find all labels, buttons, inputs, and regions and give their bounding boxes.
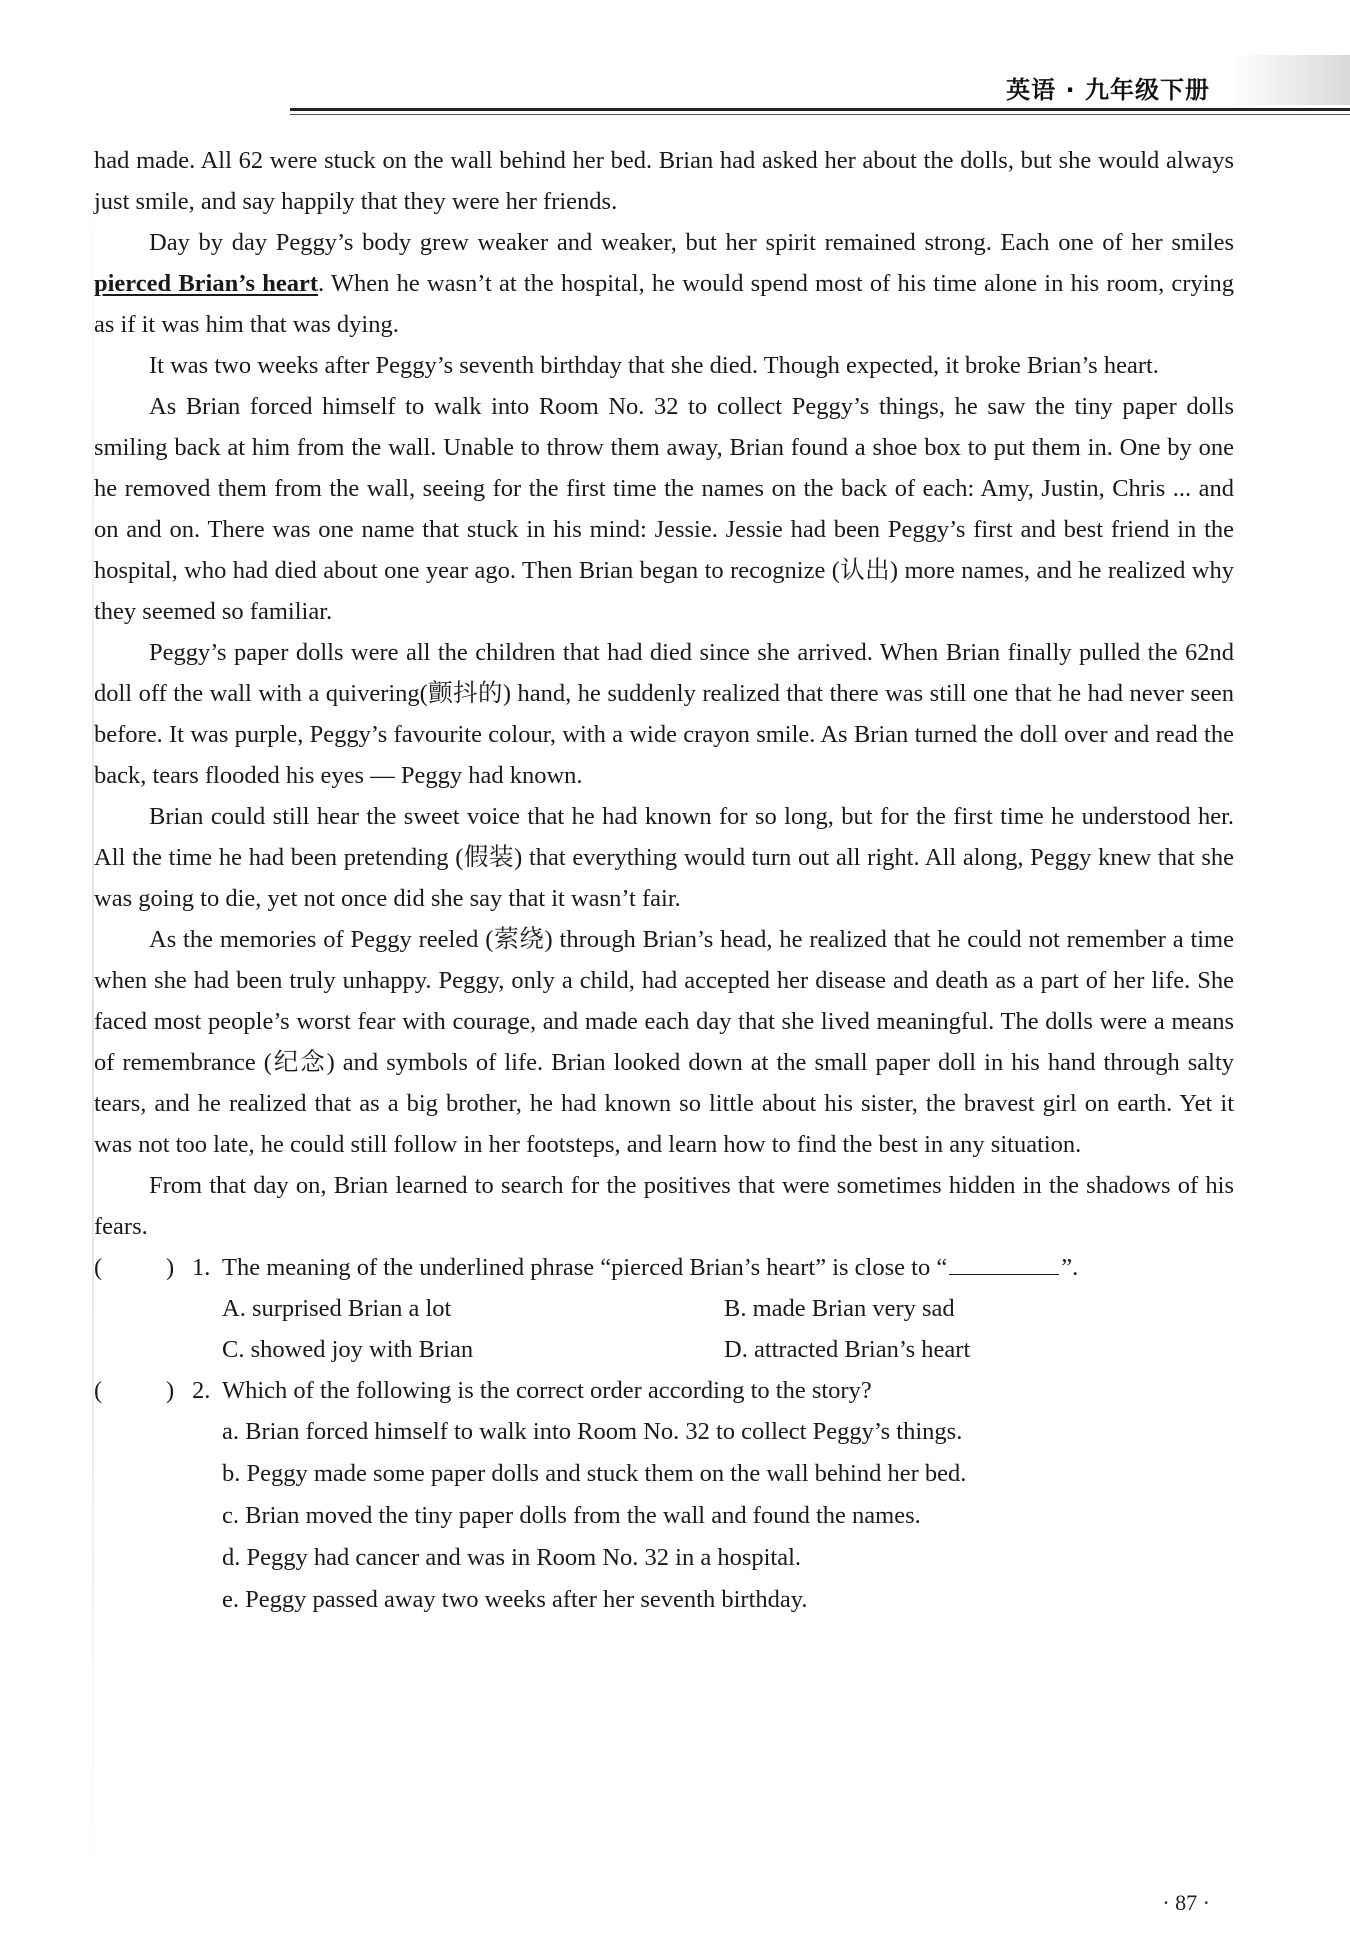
paragraph: Peggy’s paper dolls were all the children that had died since she arrived. When Brian finally pulled the 62nd doll off the wall with a quivering(颤抖的) hand, he suddenly realized that there was still one that he had never seen before. It was purple, Peggy’s favourite colour, with a wide crayon smile. As Brian turned the doll over and read the back, tears flooded his eyes — Peggy had known.: [94, 639, 1234, 789]
question-2: [94, 1370, 1234, 1411]
event-item: e. Peggy passed away two weeks after her seventh birthday.: [222, 1586, 808, 1613]
paragraph: It was two weeks after Peggy’s seventh birthday that she died. Though expected, it broke Brian’s heart.: [149, 352, 1159, 379]
page-header: [0, 0, 1350, 112]
paragraph-text: . When he wasn’t at the hospital, he would spend most of his time alone in his room, crying as if it was him that was dying.: [94, 270, 1234, 338]
book-title: 英语 · 九年级下册: [1006, 76, 1210, 104]
event-item: d. Peggy had cancer and was in Room No. 32 in a hospital.: [222, 1544, 802, 1571]
underlined-phrase: pierced Brian’s heart: [94, 270, 318, 297]
question-stem-text: The meaning of the underlined phrase “pierced Brian’s heart” is close to “: [222, 1254, 948, 1281]
event-item: c. Brian moved the tiny paper dolls from the wall and found the names.: [222, 1502, 921, 1529]
question-stem: Which of the following is the correct order according to the story?: [222, 1377, 872, 1404]
option-a: A. surprised Brian a lot: [222, 1295, 452, 1322]
paragraph: Brian could still hear the sweet voice that he had known for so long, but for the first time he understood her. All the time he had been pretending (假装) that everything would turn out all right. All along, Peggy knew that she was going to die, yet not once did she say that it wasn’t fair.: [94, 803, 1234, 912]
header-rule-thin: [290, 114, 1350, 115]
answer-paren-right: ): [166, 1254, 175, 1281]
question-stem-text: ”.: [1061, 1254, 1079, 1281]
reading-passage: [94, 140, 1234, 1621]
paragraph: As the memories of Peggy reeled (萦绕) through Brian’s head, he realized that he could not remember a time when she had been truly unhappy. Peggy, only a child, had accepted her disease and death as a part of her life. She faced most people’s worst fear with courage, and made each day that she lived meaningful. The dolls were a means of remembrance (纪念) and symbols of life. Brian looked down at the small paper doll in his hand through salty tears, and he realized that as a big brother, he had known so little about his sister, the bravest girl on earth. Yet it was not too late, he could still follow in her footsteps, and learn how to find the best in any situation.: [94, 926, 1234, 1158]
answer-paren-left: (: [94, 1254, 103, 1281]
paragraph: From that day on, Brian learned to search for the positives that were sometimes hidden in the shadows of his fears.: [94, 1172, 1234, 1240]
paragraph-text: Day by day Peggy’s body grew weaker and weaker, but her spirit remained strong. Each one of her smiles: [149, 229, 1234, 256]
question-number: 1.: [192, 1254, 211, 1281]
question-number: 2.: [192, 1377, 211, 1404]
page-number: · 87 ·: [1162, 1890, 1210, 1915]
option-b: B. made Brian very sad: [724, 1295, 955, 1322]
event-item: a. Brian forced himself to walk into Room No. 32 to collect Peggy’s things.: [222, 1418, 963, 1445]
question-1: [94, 1247, 1234, 1288]
paragraph: [94, 222, 1234, 345]
event-item: b. Peggy made some paper dolls and stuck them on the wall behind her bed.: [222, 1460, 967, 1487]
answer-paren-right: ): [166, 1377, 175, 1404]
option-d: D. attracted Brian’s heart: [724, 1336, 971, 1363]
header-corner-shading: [1230, 55, 1350, 105]
header-rule: [290, 108, 1350, 111]
options-row: [94, 1329, 1234, 1370]
question-stem: [222, 1247, 1078, 1288]
answer-blank: [949, 1252, 1059, 1275]
paragraph: had made. All 62 were stuck on the wall behind her bed. Brian had asked her about the dolls, but she would always just smile, and say happily that they were her friends.: [94, 147, 1234, 215]
option-c: C. showed joy with Brian: [222, 1336, 474, 1363]
options-row: [94, 1288, 1234, 1329]
answer-paren-left: (: [94, 1377, 103, 1404]
paragraph: As Brian forced himself to walk into Room No. 32 to collect Peggy’s things, he saw the tiny paper dolls smiling back at him from the wall. Unable to throw them away, Brian found a shoe box to put them in. One by one he removed them from the wall, seeing for the first time the names on the back of each: Amy, Justin, Chris ... and on and on. There was one name that stuck in his mind: Jessie. Jessie had been Peggy’s first and best friend in the hospital, who had died about one year ago. Then Brian began to recognize (认出) more names, and he realized why they seemed so familiar.: [94, 393, 1234, 625]
